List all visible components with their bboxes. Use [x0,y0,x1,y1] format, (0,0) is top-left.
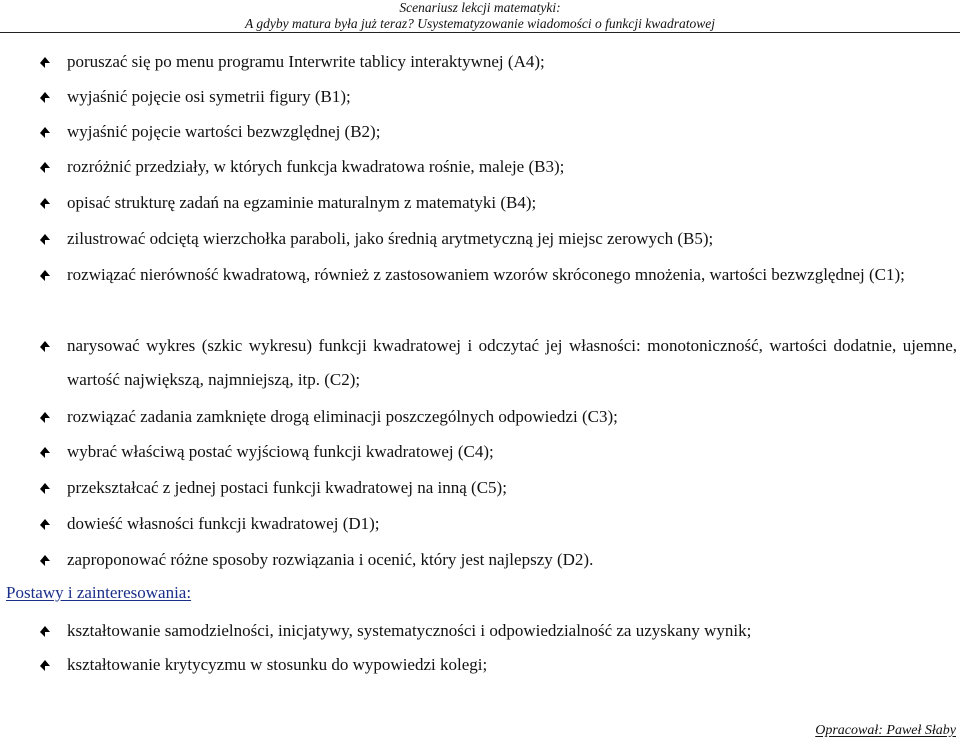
list-item-text: przekształcać z jednej postaci funkcji kwadratowej na inną (C5); [67,478,507,497]
diamond-arrow-bullet-icon [40,412,50,423]
list-item-text: zilustrować odciętą wierzchołka paraboli, jako średnią arytmetyczną jej miejsc zerowych (B5); [67,229,714,248]
list-item-text: dowieść własności funkcji kwadratowej (D1); [67,514,380,533]
diamond-arrow-bullet-icon [40,519,50,530]
list-item-text: rozwiązać zadania zamknięte drogą eliminacji poszczególnych odpowiedzi (C3); [67,407,618,426]
list-item-text: wyjaśnić pojęcie wartości bezwzględnej (B2); [67,122,381,141]
section-heading: Postawy i zainteresowania: [6,583,192,602]
header-divider [0,32,960,33]
list-item-text: zaproponować różne sposoby rozwiązania i ocenić, który jest najlepszy (D2). [67,550,594,569]
diamond-arrow-bullet-icon [40,198,50,209]
diamond-arrow-bullet-icon [40,234,50,245]
diamond-arrow-bullet-icon [40,447,50,458]
list-item-text: opisać strukturę zadań na egzaminie maturalnym z matematyki (B4); [67,193,537,212]
diamond-arrow-bullet-icon [40,483,50,494]
diamond-arrow-bullet-icon [40,162,50,173]
list-item-text: poruszać się po menu programu Interwrite tablicy interaktywnej (A4); [67,52,545,71]
page-header [0,0,960,32]
header-lesson-title: Scenariusz lekcji matematyki: [399,0,561,15]
list-item-text: kształtowanie krytycyzmu w stosunku do wypowiedzi kolegi; [67,655,488,674]
diamond-arrow-bullet-icon [40,555,50,566]
diamond-arrow-bullet-icon [40,127,50,138]
diamond-arrow-bullet-icon [40,57,50,68]
diamond-arrow-bullet-icon [40,92,50,103]
list-item-text: rozwiązać nierówność kwadratową, również z zastosowaniem wzorów skróconego mnożenia, wartości bezwzględnej (C1); [67,265,905,284]
diamond-arrow-bullet-icon [40,660,50,671]
list-item-text: wybrać właściwą postać wyjściową funkcji kwadratowej (C4); [67,442,494,461]
list-item-text: rozróżnić przedziały, w których funkcja kwadratowa rośnie, maleje (B3); [67,157,565,176]
list-item-text: kształtowanie samodzielności, inicjatywy, systematyczności i odpowiedzialność za uzyskany wynik; [67,621,752,640]
diamond-arrow-bullet-icon [40,270,50,281]
diamond-arrow-bullet-icon [40,341,50,352]
list-item-text: narysować wykres (szkic wykresu) funkcji kwadratowej i odczytać jej własności: monotoniczność, wartości dodatnie, ujemne, wartość największą, najmniejszą, itp. (C2); [67,336,957,389]
list-item-text: wyjaśnić pojęcie osi symetrii figury (B1); [67,87,351,106]
author-footer: Opracował: Paweł Słaby [815,723,956,738]
header-lesson-subtitle: A gdyby matura była już teraz? Usystematyzowanie wiadomości o funkcji kwadratowej [245,16,715,31]
diamond-arrow-bullet-icon [40,626,50,637]
